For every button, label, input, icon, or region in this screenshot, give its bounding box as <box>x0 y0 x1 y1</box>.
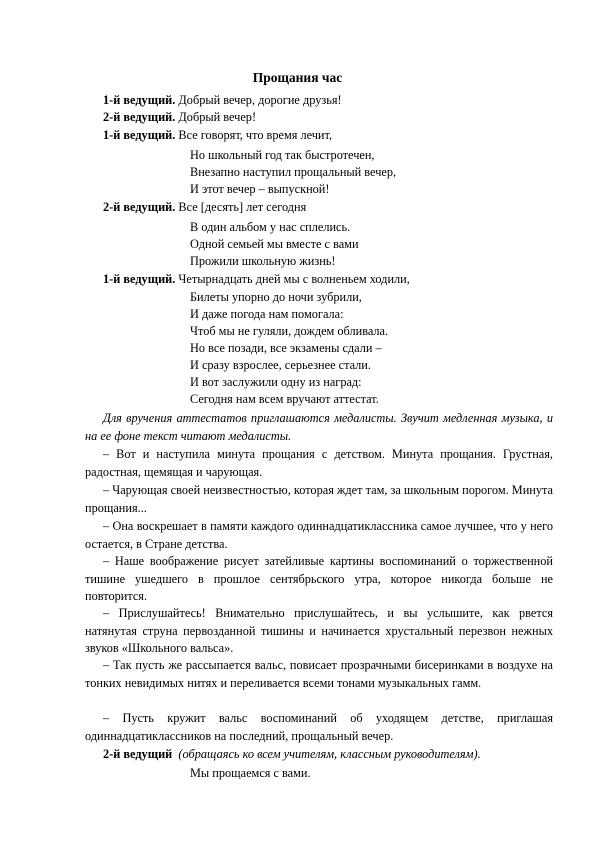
paragraph-text: – Пусть кружит вальс воспоминаний об уходящем детстве, приглашая одиннадцатиклассников на последний, прощальный вечер. <box>85 711 553 743</box>
speaker-text: Добрый вечер! <box>175 110 257 124</box>
speaker-name: 2-й ведущий. <box>103 110 176 124</box>
speaker-text: Добрый вечер, дорогие друзья! <box>175 93 342 107</box>
paragraph <box>85 518 553 553</box>
speaker-name: 1-й ведущий. <box>103 272 176 286</box>
paragraph-text: – Чарующая своей неизвестностью, которая ждет там, за школьным порогом. Минута прощания... <box>85 483 553 515</box>
stage-direction <box>85 410 553 445</box>
verse-line: Сегодня нам всем вручают аттестат. <box>190 392 379 406</box>
verse-line: Одной семьей мы вместе с вами <box>190 237 359 251</box>
speaker-note: (обращаясь ко всем учителям, классным руководителям). <box>178 747 481 761</box>
speaker-name: 1-й ведущий. <box>103 128 176 142</box>
speaker-text: Четырнадцать дней мы с волненьем ходили, <box>175 272 410 286</box>
stage-direction-text: Для вручения аттестатов приглашаются медалисты. Звучит медленная музыка, и на ее фоне текст читают медалисты. <box>85 411 553 443</box>
verse-line: Чтоб мы не гуляли, дождем обливала. <box>190 324 389 338</box>
page-title: Прощания час <box>252 70 343 85</box>
verse-line: Но все позади, все экзамены сдали – <box>190 341 382 355</box>
paragraph-text: – Вот и наступила минута прощания с детством. Минута прощания. Грустная, радостная, щемящая и чарующая. <box>85 447 553 479</box>
paragraph-text: – Так пусть же рассыпается вальс, повисает прозрачными бисеринками в воздухе на тонких невидимых нитях и переливается всеми тонами музыкальных гамм. <box>85 658 553 690</box>
verse-line: Мы прощаемся с вами. <box>190 766 311 780</box>
paragraph-text: – Наше воображение рисует затейливые картины воспоминаний о торжественной тишине ушедшего в прошлое сентябрьского утра, которое никогда больше не повторится. <box>85 554 553 603</box>
speaker-name: 2-й ведущий. <box>103 200 176 214</box>
verse-line: И вот заслужили одну из наград: <box>190 375 362 389</box>
verse-line: В один альбом у нас сплелись. <box>190 220 351 234</box>
verse-line: Но школьный год так быстротечен, <box>190 148 375 162</box>
speaker-text: Все [десять] лет сегодня <box>175 200 307 214</box>
paragraph <box>85 710 553 745</box>
verse-line: Внезапно наступил прощальный вечер, <box>190 165 397 179</box>
speaker-text: Все говорят, что время лечит, <box>175 128 333 142</box>
paragraph <box>85 482 553 517</box>
paragraph-text: – Прислушайтесь! Внимательно прислушайтесь, и вы услышите, как рвется натянутая струна первозданной тишины и начинается хрустальный перезвон нежных звуков «Школьного вальса». <box>85 606 553 655</box>
verse-line: Билеты упорно до ночи зубрили, <box>190 290 362 304</box>
speaker-name: 2-й ведущий <box>103 747 173 761</box>
speaker-line <box>103 92 342 109</box>
verse-line: Прожили школьную жизнь! <box>190 254 336 268</box>
speaker-line <box>103 127 332 144</box>
speaker-line <box>103 746 481 763</box>
paragraph <box>85 657 553 692</box>
verse-line: И этот вечер – выпускной! <box>190 182 330 196</box>
verse-line: И даже погода нам помогала: <box>190 307 344 321</box>
speaker-line <box>103 271 410 288</box>
paragraph <box>85 446 553 481</box>
speaker-line <box>103 109 256 126</box>
paragraph <box>85 605 553 658</box>
speaker-name: 1-й ведущий. <box>103 93 176 107</box>
speaker-line <box>103 199 306 216</box>
verse-line: И сразу взрослее, серьезнее стали. <box>190 358 371 372</box>
paragraph <box>85 553 553 606</box>
paragraph-text: – Она воскрешает в памяти каждого одиннадцатиклассника самое лучшее, что у него остается, в Стране детства. <box>85 519 553 551</box>
